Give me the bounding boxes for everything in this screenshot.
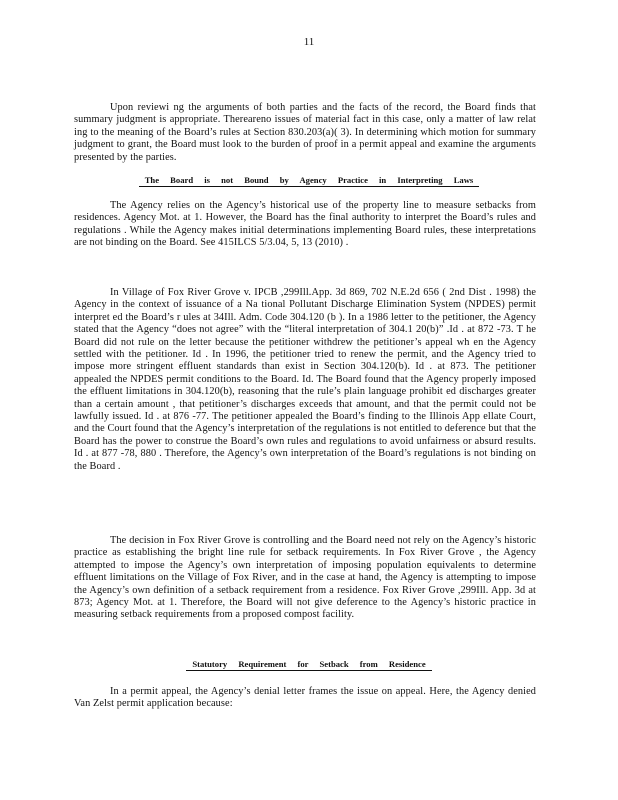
page-number: 11 xyxy=(303,36,315,48)
paragraph-decision-controlling: The decision in Fox River Grove is controlling and the Board need not rely on the Agency’s historic practice as establishing the bright line rule for setback requirements. In Fox River Grove , the Agency attempted to impose the Agency’s own interpretation of imposing population equivalents to determine effluent limitations on the Village of Fox River, and in the case at hand, the Agency is attempting to impose the Agency’s own definition of a setback requirement from a residence. Fox River Grove ,299Ill. App. 3d at 873; Agency Mot. at 1. Therefore, the Board will not give deference to the Agency’s historic practice in measuring setback requirements from a proposed compost facility. xyxy=(74,535,536,621)
section-heading-statutory-requirement: Statutory Requirement for Setback from Residence xyxy=(0,659,618,670)
paragraph-agency-relies: The Agency relies on the Agency’s historical use of the property line to measure setbacks from residences. Agency Mot. at 1. However, the Board has the final authority to interpret the Board’s rules and regulations . While the Agency makes initial determinations implementing Board rules, these interpretations are not binding on the Board. See 415ILCS 5/3.04, 5, 13 (2010) . xyxy=(74,200,536,249)
paragraph-permit-appeal: In a permit appeal, the Agency’s denial letter frames the issue on appeal. Here, the Agency denied Van Zelst permit application because: xyxy=(74,686,536,710)
section-heading-board-not-bound: The Board is not Bound by Agency Practice in Interpreting Laws xyxy=(0,175,618,186)
paragraph-fox-river-grove: In Village of Fox River Grove v. IPCB ,299Ill.App. 3d 869, 702 N.E.2d 656 ( 2nd Dist . 1998) the Agency in the context of issuance of a Na tional Pollutant Discharge Elimination System (NPDES) permit interpret ed the Board’s r ules at 34Ill. Adm. Code 304.120 (b ). In a 1986 letter to the petitioner, the Agency stated that the Agency “does not agree” with the “literal interpretation of 304.1 20(b)” .Id . at 872 -73. T he Board did not rule on the letter because the petitioner withdrew the petitioner’s appeal wh en the Agency settled with the petitioner. Id . In 1996, the petitioner tried to renew the permit, and the Agency tried to impose more stringent effluent standards than exist in Section 304.120(b). Id . at 873. The petitioner appealed the NPDES permit conditions to the Board. Id. The Board found that the Agency properly imposed the effluent limitations in 304.120(b), reasoning that the rule’s plain language prohibit ed discharges greater than a certain amount , that petitioner’s discharges exceeds that amount, and that the permit could not be lawfully issued. Id . at 876 -77. The petitioner appealed the Board’s finding to the Illinois App ellate Court, and the Court found that the Agency’s interpretation of the regulations is not entitled to deference but that the Board has the power to construe the Board’s own rules and regulations to avoid unfairness or absurd results. Id . at 877 -78, 880 . Therefore, the Agency’s own interpretation of the Board’s regulations is not binding on the Board . xyxy=(74,287,536,472)
paragraph-summary-judgment: Upon reviewi ng the arguments of both parties and the facts of the record, the Board finds that summary judgment is appropriate. Thereareno issues of material fact in this case, only a matter of law relat ing to the meaning of the Board’s rules at Section 830.203(a)( 3). In determining which motion for summary judgment to grant, the Board must look to the burden of proof in a permit appeal and examine the arguments presented by the parties. xyxy=(74,102,536,163)
